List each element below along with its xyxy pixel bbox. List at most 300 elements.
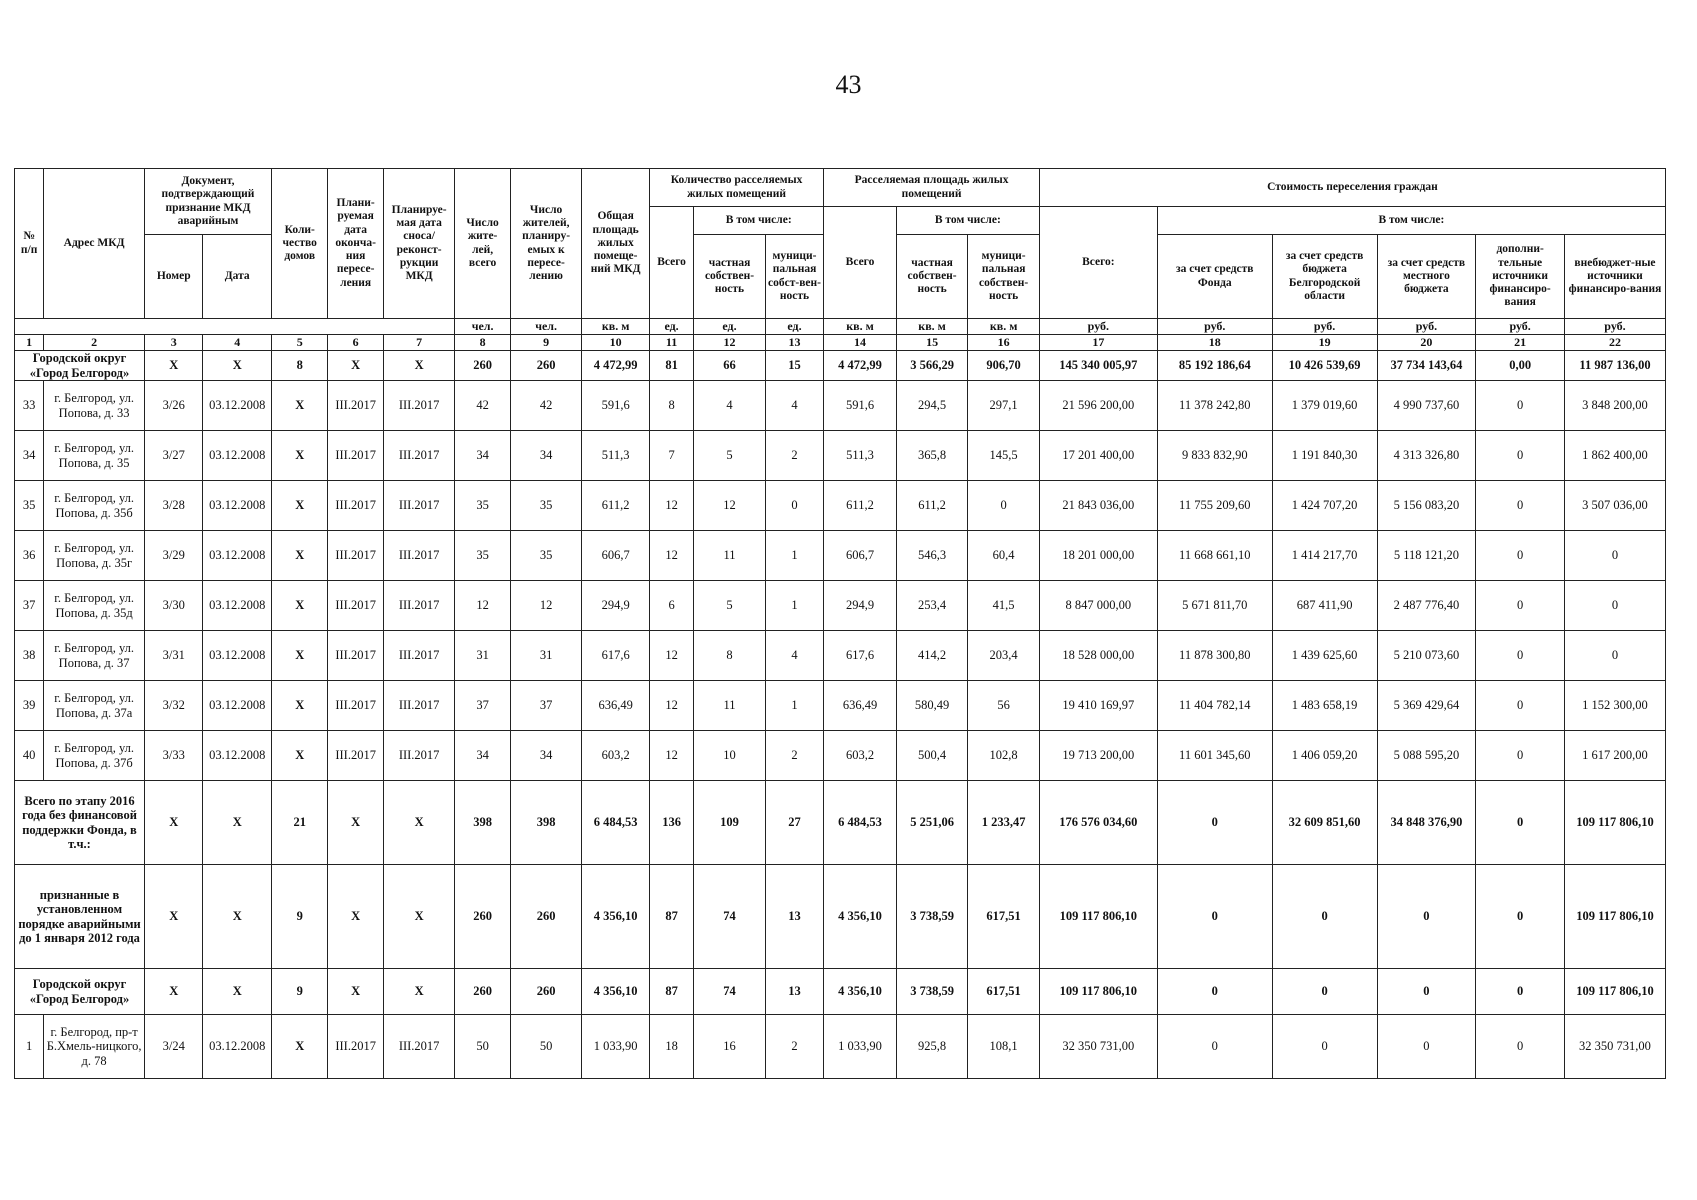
table-cell: 636,49 — [582, 681, 650, 731]
table-cell: 03.12.2008 — [203, 631, 272, 681]
table-cell: 260 — [510, 865, 582, 969]
header-area-total: Всего — [824, 207, 897, 319]
table-cell: X — [328, 969, 383, 1015]
table-cell: 6 — [649, 581, 693, 631]
row-label: Всего по этапу 2016 года без финансовой поддержки Фонда, в т.ч.: — [15, 781, 145, 865]
table-cell: III.2017 — [328, 431, 383, 481]
table-cell: 35 — [455, 481, 510, 531]
table-cell: 0 — [765, 481, 823, 531]
table-cell: 42 — [510, 381, 582, 431]
row-address: г. Белгород, пр-т Б.Хмель-ницкого, д. 78 — [44, 1015, 145, 1079]
col-number: 13 — [765, 335, 823, 351]
table-cell: III.2017 — [328, 581, 383, 631]
table-cell: 294,9 — [824, 581, 897, 631]
table-cell: 3/27 — [145, 431, 203, 481]
table-cell: 500,4 — [896, 731, 968, 781]
unit-cell: кв. м — [824, 319, 897, 335]
table-cell: 414,2 — [896, 631, 968, 681]
row-label: Городской округ «Город Белгород» — [15, 969, 145, 1015]
table-cell: 03.12.2008 — [203, 731, 272, 781]
table-cell: 1 — [765, 681, 823, 731]
table-cell: 109 117 806,10 — [1564, 865, 1665, 969]
table-cell: 87 — [649, 865, 693, 969]
table-cell: 297,1 — [968, 381, 1040, 431]
table-cell: III.2017 — [383, 381, 455, 431]
unit-cell: руб. — [1564, 319, 1665, 335]
table-cell: X — [272, 1015, 328, 1079]
header-private-rooms: частная собствен-ность — [694, 235, 766, 319]
header-document: Документ, подтверждающий признание МКД аварийным — [145, 169, 272, 235]
table-cell: 4 356,10 — [582, 865, 650, 969]
table-cell: 32 350 731,00 — [1564, 1015, 1665, 1079]
table-cell: 0 — [1476, 481, 1565, 531]
header-houses: Коли-чество домов — [272, 169, 328, 319]
table-cell: 0 — [1476, 531, 1565, 581]
table-cell: 0 — [1272, 969, 1377, 1015]
table-cell: X — [145, 969, 203, 1015]
table-cell: 3/30 — [145, 581, 203, 631]
table-cell: 34 — [510, 431, 582, 481]
table-cell: 03.12.2008 — [203, 381, 272, 431]
table-cell: 606,7 — [824, 531, 897, 581]
table-row — [15, 1015, 1666, 1079]
table-cell: 109 117 806,10 — [1039, 865, 1157, 969]
col-number: 20 — [1377, 335, 1476, 351]
header-local: за счет средств местного бюджета — [1377, 235, 1476, 319]
col-number: 21 — [1476, 335, 1565, 351]
table-cell: 109 117 806,10 — [1564, 969, 1665, 1015]
table-cell: 42 — [455, 381, 510, 431]
table-cell: 591,6 — [582, 381, 650, 431]
header-region: за счет средств бюджета Белгородской области — [1272, 235, 1377, 319]
header-extrabudget: внебюджет-ные источники финансиро-вания — [1564, 235, 1665, 319]
table-cell: 0 — [1272, 865, 1377, 969]
table-cell: 03.12.2008 — [203, 481, 272, 531]
table-cell: 6 484,53 — [582, 781, 650, 865]
unit-cell: ед. — [649, 319, 693, 335]
table-cell: 0 — [1157, 1015, 1272, 1079]
table-cell: 3/24 — [145, 1015, 203, 1079]
row-address: г. Белгород, ул. Попова, д. 33 — [44, 381, 145, 431]
table-cell: 1 406 059,20 — [1272, 731, 1377, 781]
summary-row — [15, 865, 1666, 969]
table-cell: 9 — [272, 969, 328, 1015]
table-cell: 0 — [1476, 781, 1565, 865]
table-cell: 35 — [510, 481, 582, 531]
row-address: г. Белгород, ул. Попова, д. 37а — [44, 681, 145, 731]
table-cell: 11 755 209,60 — [1157, 481, 1272, 531]
table-cell: 606,7 — [582, 531, 650, 581]
table-cell: 11 878 300,80 — [1157, 631, 1272, 681]
table-cell: 603,2 — [582, 731, 650, 781]
table-cell: X — [272, 531, 328, 581]
table-cell: III.2017 — [328, 381, 383, 431]
table-cell: 3/33 — [145, 731, 203, 781]
table-cell: 136 — [649, 781, 693, 865]
table-cell: 34 — [510, 731, 582, 781]
table-cell: 12 — [649, 531, 693, 581]
table-cell: X — [383, 969, 455, 1015]
unit-cell: руб. — [1476, 319, 1565, 335]
table-cell: 617,51 — [968, 969, 1040, 1015]
table-cell: 0,00 — [1476, 351, 1565, 381]
table-cell: 8 847 000,00 — [1039, 581, 1157, 631]
col-number: 16 — [968, 335, 1040, 351]
row-number: 40 — [15, 731, 44, 781]
table-cell: 636,49 — [824, 681, 897, 731]
table-cell: 03.12.2008 — [203, 431, 272, 481]
table-cell: 0 — [1476, 681, 1565, 731]
col-number: 15 — [896, 335, 968, 351]
row-number: 37 — [15, 581, 44, 631]
table-row — [15, 431, 1666, 481]
table-cell: 611,2 — [824, 481, 897, 531]
unit-cell: чел. — [455, 319, 510, 335]
table-cell: III.2017 — [383, 731, 455, 781]
unit-cell: руб. — [1157, 319, 1272, 335]
table-cell: 0 — [1157, 969, 1272, 1015]
table-cell: 32 350 731,00 — [1039, 1015, 1157, 1079]
row-address: г. Белгород, ул. Попова, д. 37 — [44, 631, 145, 681]
table-cell: X — [272, 581, 328, 631]
table-cell: 12 — [649, 731, 693, 781]
resettlement-table — [14, 168, 1666, 1079]
table-cell: 3 566,29 — [896, 351, 968, 381]
table-cell: X — [383, 865, 455, 969]
table-cell: 925,8 — [896, 1015, 968, 1079]
table-header — [15, 169, 1666, 351]
table-cell: 15 — [765, 351, 823, 381]
row-number: 1 — [15, 1015, 44, 1079]
table-cell: 611,2 — [896, 481, 968, 531]
table-cell: 2 487 776,40 — [1377, 581, 1476, 631]
row-label: Городской округ «Город Белгород» — [15, 351, 145, 381]
header-cost-incl: В том числе: — [1157, 207, 1665, 235]
table-cell: 4 — [765, 381, 823, 431]
table-cell: X — [328, 781, 383, 865]
table-cell: 11 668 661,10 — [1157, 531, 1272, 581]
table-cell: 0 — [1476, 431, 1565, 481]
table-cell: 11 404 782,14 — [1157, 681, 1272, 731]
table-cell: 5 210 073,60 — [1377, 631, 1476, 681]
col-number: 17 — [1039, 335, 1157, 351]
table-cell: X — [203, 865, 272, 969]
table-cell: 0 — [1476, 381, 1565, 431]
row-number: 38 — [15, 631, 44, 681]
table-cell: 8 — [272, 351, 328, 381]
table-cell: 4 356,10 — [824, 969, 897, 1015]
table-cell: 03.12.2008 — [203, 531, 272, 581]
col-number: 3 — [145, 335, 203, 351]
unit-cell: кв. м — [968, 319, 1040, 335]
table-cell: 11 987 136,00 — [1564, 351, 1665, 381]
table-cell: III.2017 — [383, 581, 455, 631]
table-cell: 617,6 — [824, 631, 897, 681]
header-municipal-rooms: муници-пальная собст-вен-ность — [765, 235, 823, 319]
table-cell: X — [145, 865, 203, 969]
table-cell: 1 379 019,60 — [1272, 381, 1377, 431]
table-cell: 50 — [455, 1015, 510, 1079]
table-cell: 19 410 169,97 — [1039, 681, 1157, 731]
table-cell: 365,8 — [896, 431, 968, 481]
units-row — [15, 319, 1666, 335]
table-cell: 260 — [455, 865, 510, 969]
row-number: 36 — [15, 531, 44, 581]
table-cell: III.2017 — [383, 1015, 455, 1079]
table-cell: 12 — [649, 481, 693, 531]
col-number: 11 — [649, 335, 693, 351]
table-cell: 3/26 — [145, 381, 203, 431]
table-row — [15, 381, 1666, 431]
table-cell: 3/29 — [145, 531, 203, 581]
table-cell: 12 — [694, 481, 766, 531]
row-number: 35 — [15, 481, 44, 531]
table-cell: 253,4 — [896, 581, 968, 631]
unit-cell: кв. м — [896, 319, 968, 335]
table-cell: 11 601 345,60 — [1157, 731, 1272, 781]
table-cell: 0 — [1476, 1015, 1565, 1079]
table-cell: 6 484,53 — [824, 781, 897, 865]
table-cell: X — [203, 351, 272, 381]
header-num: № п/п — [15, 169, 44, 319]
table-cell: 0 — [1476, 731, 1565, 781]
table-cell: 0 — [1157, 781, 1272, 865]
table-cell: 11 378 242,80 — [1157, 381, 1272, 431]
unit-cell: руб. — [1272, 319, 1377, 335]
table-cell: III.2017 — [383, 431, 455, 481]
table-cell: 109 117 806,10 — [1039, 969, 1157, 1015]
table-cell: 17 201 400,00 — [1039, 431, 1157, 481]
row-number: 39 — [15, 681, 44, 731]
table-cell: 5 671 811,70 — [1157, 581, 1272, 631]
table-cell: 87 — [649, 969, 693, 1015]
table-cell: 260 — [510, 351, 582, 381]
col-number: 2 — [44, 335, 145, 351]
table-cell: 5 088 595,20 — [1377, 731, 1476, 781]
table-cell: X — [203, 781, 272, 865]
table-row — [15, 681, 1666, 731]
table-cell: 3 738,59 — [896, 969, 968, 1015]
table-cell: 74 — [694, 969, 766, 1015]
table-cell: X — [145, 781, 203, 865]
header-doc-number: Номер — [145, 235, 203, 319]
header-cost-total: Всего: — [1039, 207, 1157, 319]
table-row — [15, 631, 1666, 681]
table-cell: 3/28 — [145, 481, 203, 531]
table-row — [15, 581, 1666, 631]
table-cell: 176 576 034,60 — [1039, 781, 1157, 865]
table-cell: 511,3 — [582, 431, 650, 481]
table-cell: X — [272, 681, 328, 731]
table-cell: 35 — [455, 531, 510, 581]
header-planned-demolition: Планируе-мая дата сноса/ реконст-рукции МКД — [383, 169, 455, 319]
table-cell: 35 — [510, 531, 582, 581]
table-cell: X — [272, 481, 328, 531]
table-cell: 398 — [455, 781, 510, 865]
table-cell: 1 233,47 — [968, 781, 1040, 865]
table-cell: 5 118 121,20 — [1377, 531, 1476, 581]
table-cell: 617,6 — [582, 631, 650, 681]
table-cell: III.2017 — [383, 681, 455, 731]
row-address: г. Белгород, ул. Попова, д. 35д — [44, 581, 145, 631]
summary-row — [15, 781, 1666, 865]
table-cell: 1 483 658,19 — [1272, 681, 1377, 731]
table-cell: 9 — [272, 865, 328, 969]
page-number: 43 — [835, 70, 862, 99]
table-cell: 4 356,10 — [582, 969, 650, 1015]
unit-cell: чел. — [510, 319, 582, 335]
table-cell: 3 738,59 — [896, 865, 968, 969]
table-cell: 145 340 005,97 — [1039, 351, 1157, 381]
row-label: признанные в установленном порядке аварийными до 1 января 2012 года — [15, 865, 145, 969]
table-cell: 21 843 036,00 — [1039, 481, 1157, 531]
table-cell: 8 — [694, 631, 766, 681]
table-cell: 1 862 400,00 — [1564, 431, 1665, 481]
table-cell: X — [272, 631, 328, 681]
table-cell: 19 713 200,00 — [1039, 731, 1157, 781]
table-cell: 66 — [694, 351, 766, 381]
table-cell: 37 — [510, 681, 582, 731]
header-area-incl: В том числе: — [896, 207, 1039, 235]
table-cell: 109 117 806,10 — [1564, 781, 1665, 865]
table-cell: 18 528 000,00 — [1039, 631, 1157, 681]
table-cell: X — [328, 351, 383, 381]
table-cell: 85 192 186,64 — [1157, 351, 1272, 381]
table-cell: 3/32 — [145, 681, 203, 731]
table-cell: 13 — [765, 865, 823, 969]
table-cell: 2 — [765, 1015, 823, 1079]
table-cell: 294,9 — [582, 581, 650, 631]
table-cell: 12 — [510, 581, 582, 631]
table-cell: 108,1 — [968, 1015, 1040, 1079]
table-cell: 145,5 — [968, 431, 1040, 481]
table-cell: 03.12.2008 — [203, 581, 272, 631]
table-cell: 398 — [510, 781, 582, 865]
col-number: 10 — [582, 335, 650, 351]
header-address: Адрес МКД — [44, 169, 145, 319]
table-cell: 4 356,10 — [824, 865, 897, 969]
column-numbers-row — [15, 335, 1666, 351]
table-cell: 0 — [1377, 1015, 1476, 1079]
table-cell: 0 — [1564, 631, 1665, 681]
table-cell: X — [383, 351, 455, 381]
table-cell: 10 426 539,69 — [1272, 351, 1377, 381]
table-cell: 102,8 — [968, 731, 1040, 781]
table-cell: 9 833 832,90 — [1157, 431, 1272, 481]
col-number: 14 — [824, 335, 897, 351]
table-cell: 1 617 200,00 — [1564, 731, 1665, 781]
table-cell: X — [328, 865, 383, 969]
table-cell: 260 — [455, 351, 510, 381]
table-cell: 603,2 — [824, 731, 897, 781]
table-cell: 12 — [649, 631, 693, 681]
table-cell: 56 — [968, 681, 1040, 731]
table-cell: X — [203, 969, 272, 1015]
table-cell: 37 — [455, 681, 510, 731]
table-cell: 21 — [272, 781, 328, 865]
table-cell: 0 — [1272, 1015, 1377, 1079]
table-cell: III.2017 — [328, 631, 383, 681]
table-cell: X — [272, 731, 328, 781]
table-cell: 32 609 851,60 — [1272, 781, 1377, 865]
table-cell: X — [383, 781, 455, 865]
table-cell: 1 — [765, 581, 823, 631]
table-cell: 81 — [649, 351, 693, 381]
table-cell: 5 156 083,20 — [1377, 481, 1476, 531]
table-cell: III.2017 — [328, 481, 383, 531]
header-additional: дополни-тельные источники финансиро-вания — [1476, 235, 1565, 319]
table-cell: 12 — [455, 581, 510, 631]
table-cell: 5 369 429,64 — [1377, 681, 1476, 731]
header-area-private: частная собствен-ность — [896, 235, 968, 319]
header-planned-end: Плани-руемая дата оконча-ния пересе-ления — [328, 169, 383, 319]
header-planned-residents: Число жителей, планиру-емых к пересе-лению — [510, 169, 582, 319]
col-number: 22 — [1564, 335, 1665, 351]
table-cell: 03.12.2008 — [203, 1015, 272, 1079]
table-row — [15, 531, 1666, 581]
table-cell: 60,4 — [968, 531, 1040, 581]
table-cell: 0 — [1564, 531, 1665, 581]
table-cell: III.2017 — [328, 1015, 383, 1079]
table-cell: III.2017 — [328, 731, 383, 781]
table-body — [15, 351, 1666, 1079]
table-cell: III.2017 — [328, 531, 383, 581]
table-cell: 5 251,06 — [896, 781, 968, 865]
table-cell: 203,4 — [968, 631, 1040, 681]
table-row — [15, 731, 1666, 781]
unit-cell: ед. — [765, 319, 823, 335]
table-cell: 260 — [510, 969, 582, 1015]
table-cell: 1 424 707,20 — [1272, 481, 1377, 531]
row-address: г. Белгород, ул. Попова, д. 35б — [44, 481, 145, 531]
table-cell: X — [272, 431, 328, 481]
table-cell: 0 — [1476, 969, 1565, 1015]
table-cell: 0 — [1476, 581, 1565, 631]
table-cell: 11 — [694, 531, 766, 581]
header-total-area: Общая площадь жилых помеще-ний МКД — [582, 169, 650, 319]
header-doc-date: Дата — [203, 235, 272, 319]
table-cell: 31 — [455, 631, 510, 681]
row-number: 34 — [15, 431, 44, 481]
col-number: 12 — [694, 335, 766, 351]
table-cell: 18 201 000,00 — [1039, 531, 1157, 581]
table-cell: 3 507 036,00 — [1564, 481, 1665, 531]
table-cell: 34 848 376,90 — [1377, 781, 1476, 865]
table-cell: 03.12.2008 — [203, 681, 272, 731]
table-cell: 617,51 — [968, 865, 1040, 969]
table-cell: 0 — [1377, 969, 1476, 1015]
table-cell: 2 — [765, 431, 823, 481]
table-cell: 109 — [694, 781, 766, 865]
unit-cell: кв. м — [582, 319, 650, 335]
col-number: 9 — [510, 335, 582, 351]
table-cell: 27 — [765, 781, 823, 865]
header-fund: за счет средств Фонда — [1157, 235, 1272, 319]
table-cell: 12 — [649, 681, 693, 731]
col-number: 5 — [272, 335, 328, 351]
table-row — [15, 481, 1666, 531]
table-cell: 260 — [455, 969, 510, 1015]
table-cell: 34 — [455, 431, 510, 481]
table-cell: 0 — [1564, 581, 1665, 631]
summary-row — [15, 969, 1666, 1015]
table-cell: 13 — [765, 969, 823, 1015]
table-cell: 0 — [1476, 631, 1565, 681]
table-cell: 4 313 326,80 — [1377, 431, 1476, 481]
header-rooms-incl: В том числе: — [694, 207, 824, 235]
table-cell: 7 — [649, 431, 693, 481]
table-cell: 2 — [765, 731, 823, 781]
